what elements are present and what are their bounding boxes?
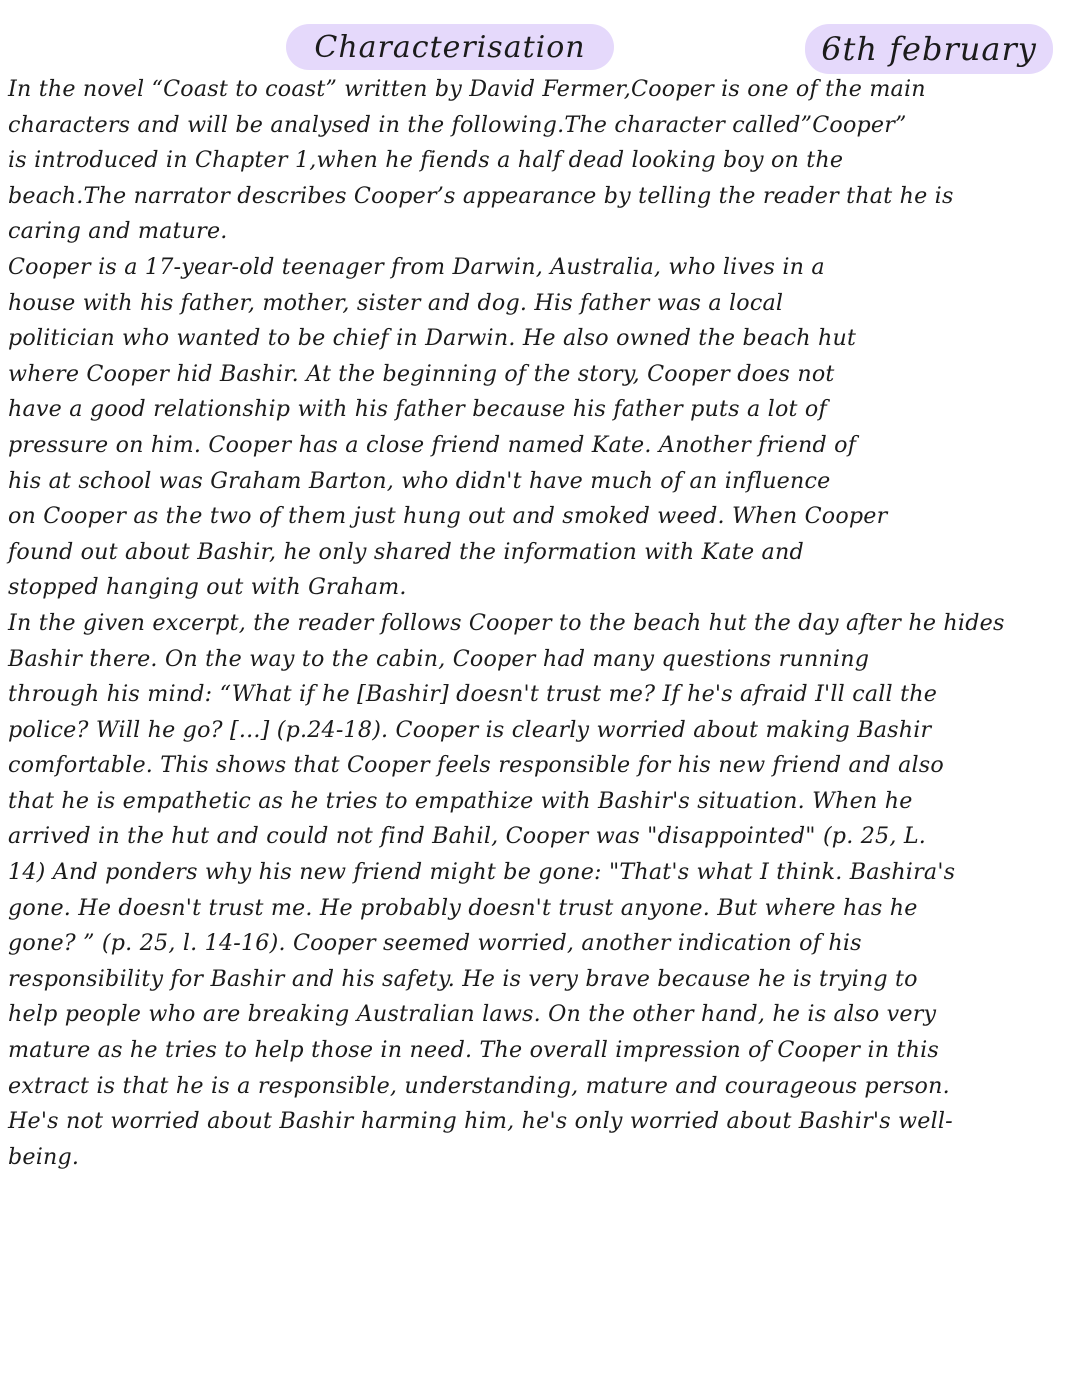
text-line: where Cooper hid Bashir. At the beginning of the story, Cooper does not — [8, 360, 835, 387]
text-line: that he is empathetic as he tries to empathize with Bashir's situation. When he — [8, 787, 913, 814]
page-title: Characterisation — [286, 24, 614, 70]
text-line: house with his father, mother, sister and dog. His father was a local — [8, 289, 784, 316]
text-line: caring and mature. — [8, 218, 228, 245]
text-line: politician who wanted to be chief in Darwin. He also owned the beach hut — [8, 325, 857, 352]
text-line: stopped hanging out with Graham. — [8, 574, 407, 601]
text-line: is introduced in Chapter 1,when he fiends a half dead looking boy on the — [8, 147, 844, 174]
text-line: responsibility for Bashir and his safety. He is very brave because he is trying to — [8, 965, 918, 992]
text-line: found out about Bashir, he only shared the information with Kate and — [8, 538, 804, 565]
text-line: gone? ” (p. 25, l. 14-16). Cooper seemed worried, another indication of his — [8, 930, 862, 957]
text-line: Bashir there. On the way to the cabin, Cooper had many questions running — [8, 645, 870, 672]
text-line: have a good relationship with his father because his father puts a lot of — [8, 396, 827, 423]
header — [0, 0, 1080, 80]
text-line: pressure on him. Cooper has a close friend named Kate. Another friend of — [8, 431, 857, 458]
text-line: beach.The narrator describes Cooper’s appearance by telling the reader that he is — [8, 182, 954, 209]
text-line: being. — [8, 1143, 80, 1170]
text-line: arrived in the hut and could not find Bahil, Cooper was "disappointed" (p. 25, L. — [8, 823, 927, 850]
text-line: gone. He doesn't trust me. He probably doesn't trust anyone. But where has he — [8, 894, 918, 921]
text-line: In the given excerpt, the reader follows Cooper to the beach hut the day after he hides — [8, 609, 1005, 636]
text-line: through his mind: “What if he [Bashir] doesn't trust me? If he's afraid I'll call the — [8, 681, 938, 708]
text-line: characters and will be analysed in the following.The character called”Cooper” — [8, 111, 907, 138]
essay-body — [8, 72, 1070, 1175]
text-line: mature as he tries to help those in need. The overall impression of Cooper in this — [8, 1037, 939, 1064]
text-line: comfortable. This shows that Cooper feels responsible for his new friend and also — [8, 752, 944, 779]
date-label: 6th february — [805, 24, 1053, 74]
text-line: 14) And ponders why his new friend might be gone: "That's what I think. Bashira's — [8, 859, 956, 886]
text-line: extract is that he is a responsible, understanding, mature and courageous person. — [8, 1072, 950, 1099]
text-line: police? Will he go? [...] (p.24-18). Cooper is clearly worried about making Bashir — [8, 716, 932, 743]
text-line: help people who are breaking Australian laws. On the other hand, he is also very — [8, 1001, 937, 1028]
text-line: on Cooper as the two of them just hung out and smoked weed. When Cooper — [8, 503, 888, 530]
text-line: his at school was Graham Barton, who didn't have much of an influence — [8, 467, 831, 494]
text-line: Cooper is a 17-year-old teenager from Darwin, Australia, who lives in a — [8, 253, 825, 280]
text-line: He's not worried about Bashir harming him, he's only worried about Bashir's well- — [8, 1108, 953, 1135]
text-line: In the novel “Coast to coast” written by David Fermer,Cooper is one of the main — [8, 76, 926, 102]
